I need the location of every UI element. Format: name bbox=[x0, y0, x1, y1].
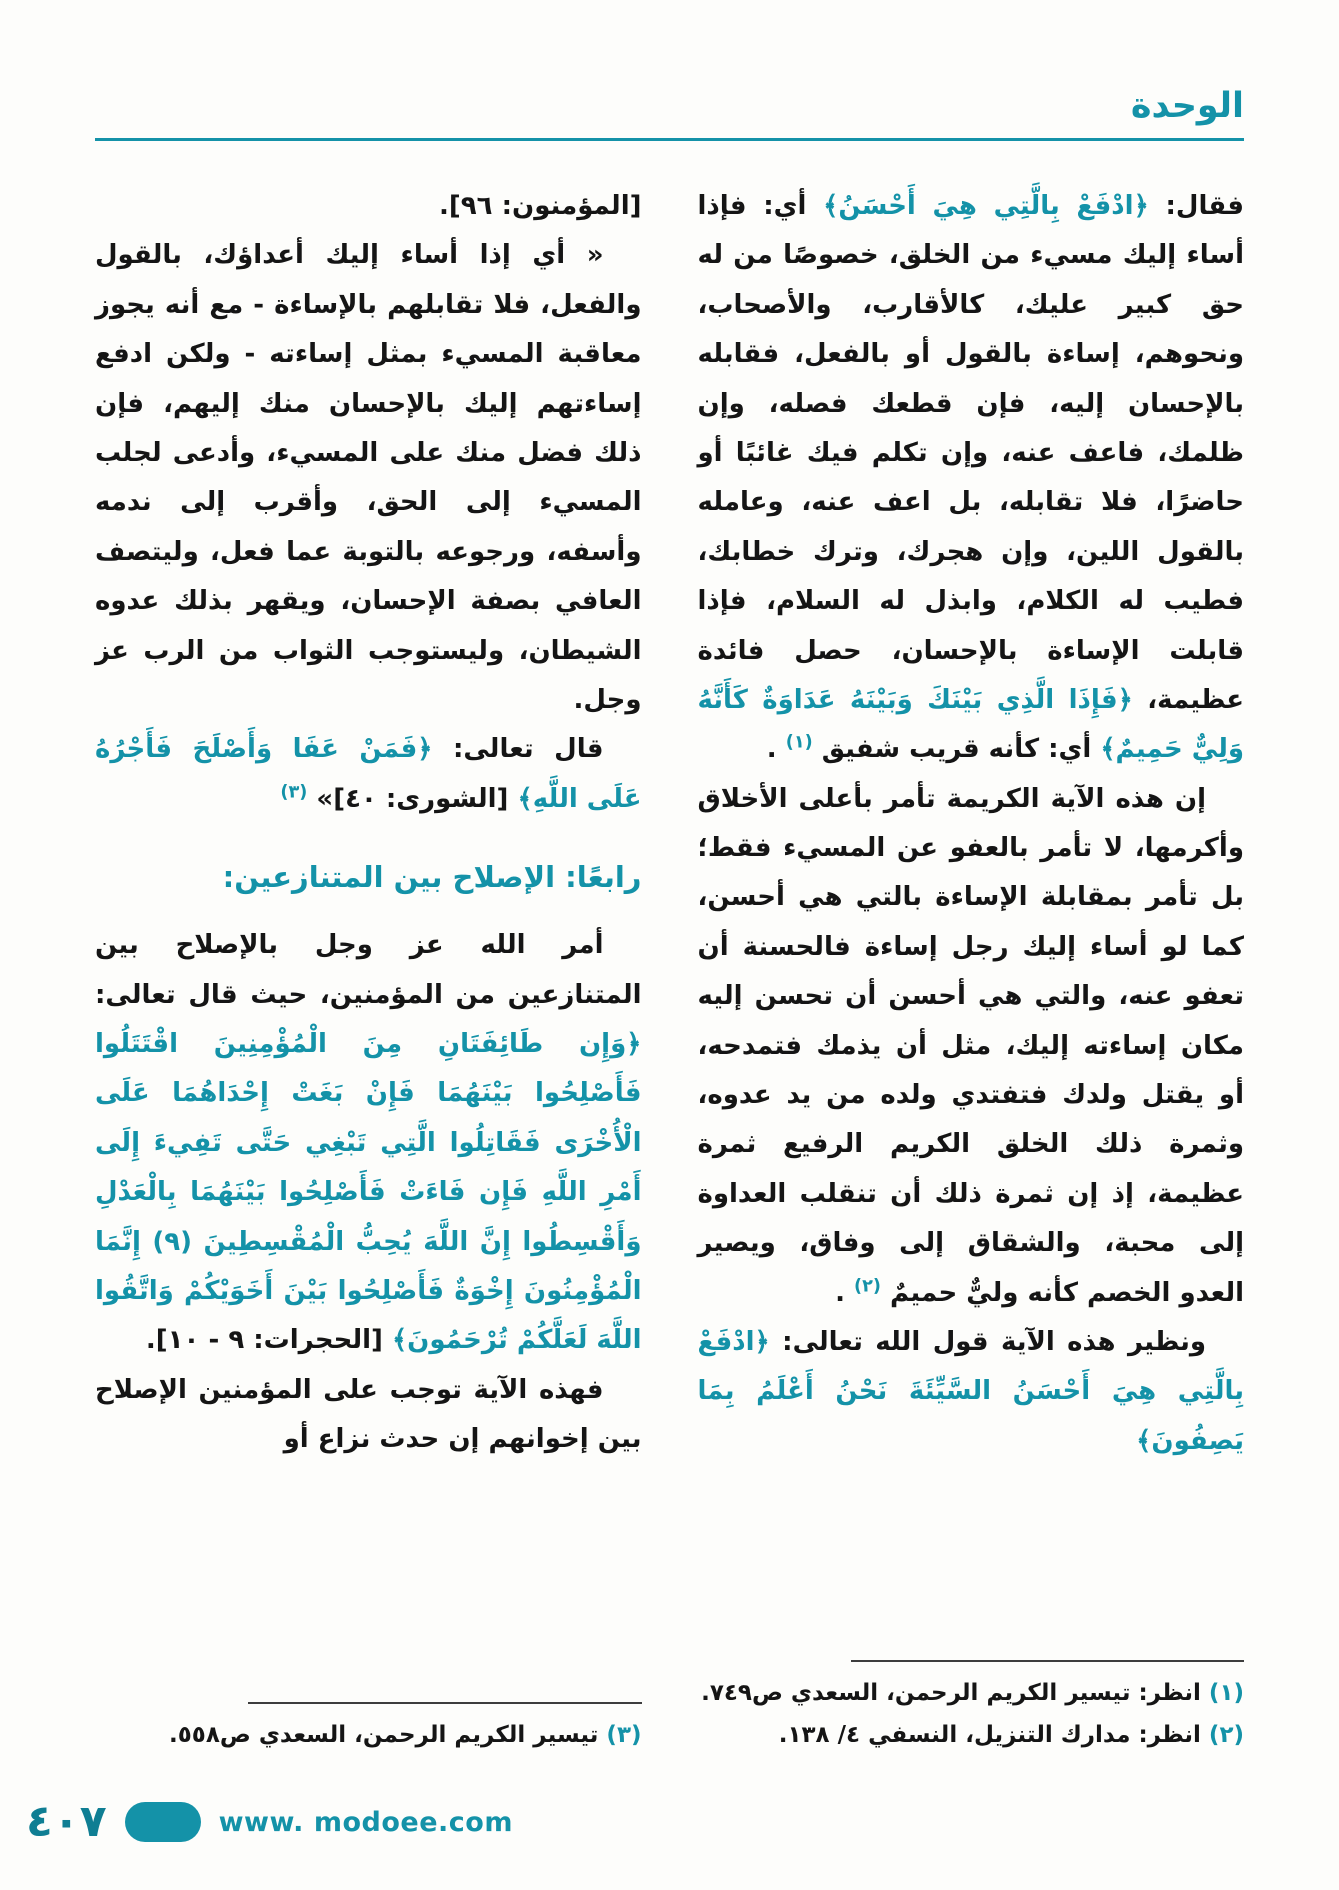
page-number: ٤٠٧ bbox=[26, 1796, 107, 1847]
text-segment: . bbox=[835, 1277, 855, 1308]
page-header bbox=[95, 86, 1244, 141]
paragraph bbox=[95, 182, 642, 231]
footnote bbox=[698, 1672, 1245, 1715]
heading-text: رابعًا: الإصلاح بين المتنازعين: bbox=[222, 860, 642, 895]
paragraph bbox=[95, 231, 642, 725]
footer-pill-shape bbox=[125, 1802, 201, 1842]
text-segment: إن هذه الآية الكريمة تأمر بأعلى الأخلاق وأكرمها، لا تأمر بالعفو عن المسيء فقط؛ بل تأمر بمقابلة الإساءة بالتي هي أحسن، كما لو أساء إليك رجل إساءة فالحسنة أن تعفو عنه، والتي هي أحسن أن تحسن إليه مكان إساءته إليك، مثل أن يذمك فتمدحه، أو يقتل ولدك فتفتدي ولده من يد عدوه، وثمرة ذلك الخلق الكريم الرفيع ثمرة عظيمة، إذ إن ثمرة ذلك أن تنقلب العداوة إلى محبة، والشقاق إلى وفاق، ويصير العدو الخصم كأنه وليٌّ حميمٌ bbox=[697, 783, 1244, 1308]
column-left-footnotes bbox=[95, 1702, 642, 1757]
text-segment: [الشورى: ٤٠]» bbox=[307, 783, 518, 814]
paragraph bbox=[698, 775, 1245, 1318]
footnote-marker: (١) bbox=[1200, 1679, 1244, 1706]
header-rule bbox=[95, 138, 1244, 141]
quran-verse: ﴿فَإِذَا الَّذِي بَيْنَكَ وَبَيْنَهُ عَدَاوَةٌ كَأَنَّهُ وَلِيٌّ حَمِيمٌ﴾ bbox=[697, 684, 1244, 765]
text-segment: فقال: bbox=[1148, 191, 1244, 221]
text-segment: [المؤمنون: ٩٦]. bbox=[439, 191, 642, 221]
page-footer bbox=[26, 1796, 513, 1847]
quran-verse: ﴿فَمَنْ عَفَا وَأَصْلَحَ فَأَجْرُهُ عَلَى اللَّهِ﴾ bbox=[95, 734, 642, 814]
column-right bbox=[698, 182, 1245, 1757]
footnote-separator bbox=[248, 1702, 641, 1704]
column-left bbox=[95, 182, 642, 1757]
column-left-body bbox=[95, 182, 642, 1464]
footnote-marker: (٢) bbox=[854, 1275, 881, 1296]
footnote-marker: (٣) bbox=[598, 1722, 642, 1749]
text-columns bbox=[95, 182, 1244, 1757]
text-segment: ونظير هذه الآية قول الله تعالى: bbox=[769, 1326, 1206, 1357]
footnote bbox=[95, 1714, 642, 1757]
text-segment: فهذه الآية توجب على المؤمنين الإصلاح بين إخوانهم إن حدث نزاع أو bbox=[95, 1374, 642, 1455]
footnote-marker: (٣) bbox=[280, 782, 308, 803]
footnote-text: انظر: تيسير الكريم الرحمن، السعدي ص٧٤٩. bbox=[701, 1679, 1201, 1706]
quran-verse: ﴿ادْفَعْ بِالَّتِي هِيَ أَحْسَنُ السَّيِّئَةَ نَحْنُ أَعْلَمُ بِمَا يَصِفُونَ﴾ bbox=[697, 1326, 1244, 1456]
footnote-text: انظر: مدارك التنزيل، النسفي ٤/ ١٣٨. bbox=[778, 1722, 1201, 1749]
quran-verse: ﴿ادْفَعْ بِالَّتِي هِيَ أَحْسَنُ﴾ bbox=[823, 191, 1149, 221]
section-heading bbox=[95, 850, 642, 905]
text-segment: [الحجرات: ٩ - ١٠]. bbox=[145, 1325, 392, 1356]
section-title: الوحدة bbox=[1130, 86, 1244, 126]
footnote-marker: (٢) bbox=[1200, 1722, 1244, 1749]
column-right-body bbox=[698, 182, 1245, 1466]
text-segment: قال تعالى: bbox=[432, 734, 604, 765]
text-segment: « أي إذا أساء إليك أعداؤك، بالقول والفعل، فلا تقابلهم بالإساءة - مع أنه يجوز معاقبة المسيء بمثل إساءته - ولكن ادفع إساءتهم إليك بالإحسان منك إليهم، فإن ذلك فضل منك على المسيء، وأدعى لجلب المسيء إلى الحق، وأقرب إلى ندمه وأسفه، ورجوعه بالتوبة عما فعل، وليتصف العافي بصفة الإحسان، ويقهر بذلك عدوه الشيطان، وليستوجب الثواب من الرب عز وجل. bbox=[95, 240, 642, 715]
text-segment: أي: فإذا أساء إليك مسيء من الخلق، خصوصًا من له حق كبير عليك، كالأقارب، والأصحاب، ونحوهم، إساءة بالقول أو بالفعل، فقابله بالإحسان إليه، فإن قطعك فصله، وإن ظلمك، فاعف عنه، وإن تكلم فيك غائبًا أو حاضرًا، فلا تقابله، بل اعف عنه، وعامله بالقول اللين، وإن هجرك، وترك خطابك، فطيب له الكلام، وابذل له السلام، فإذا قابلت الإساءة بالإحسان، حصل فائدة عظيمة، bbox=[697, 191, 1244, 715]
text-segment: أمر الله عز وجل بالإصلاح بين المتنازعين من المؤمنين، حيث قال تعالى: bbox=[95, 930, 642, 1010]
text-segment: أي: كأنه قريب شفيق bbox=[812, 734, 1101, 765]
paragraph bbox=[698, 182, 1245, 775]
paragraph bbox=[95, 1366, 642, 1465]
website-url: www. modoee.com bbox=[218, 1806, 513, 1838]
paragraph bbox=[698, 1318, 1245, 1466]
footnote-text: تيسير الكريم الرحمن، السعدي ص٥٥٨. bbox=[169, 1722, 599, 1749]
footnote-marker: (١) bbox=[785, 732, 813, 753]
quran-verse: ﴿وَإِن طَائِفَتَانِ مِنَ الْمُؤْمِنِينَ اقْتَتَلُوا فَأَصْلِحُوا بَيْنَهُمَا فَإِنْ بَغَتْ إِحْدَاهُمَا عَلَى الْأُخْرَى فَقَاتِلُوا الَّتِي تَبْغِي حَتَّى تَفِيءَ إِلَى أَمْرِ اللَّهِ فَإِن فَاءَتْ فَأَصْلِحُوا بَيْنَهُمَا بِالْعَدْلِ وَأَقْسِطُوا إِنَّ اللَّهَ يُحِبُّ الْمُقْسِطِينَ (٩) إِنَّمَا الْمُؤْمِنُونَ إِخْوَةٌ فَأَصْلِحُوا بَيْنَ أَخَوَيْكُمْ وَاتَّقُوا اللَّهَ لَعَلَّكُمْ تُرْحَمُونَ﴾ bbox=[95, 1028, 642, 1356]
column-right-footnotes bbox=[698, 1660, 1245, 1757]
footnote-separator bbox=[851, 1660, 1244, 1662]
text-segment: . bbox=[766, 734, 786, 765]
paragraph bbox=[95, 725, 642, 824]
footnote bbox=[698, 1714, 1245, 1757]
paragraph bbox=[95, 921, 642, 1366]
